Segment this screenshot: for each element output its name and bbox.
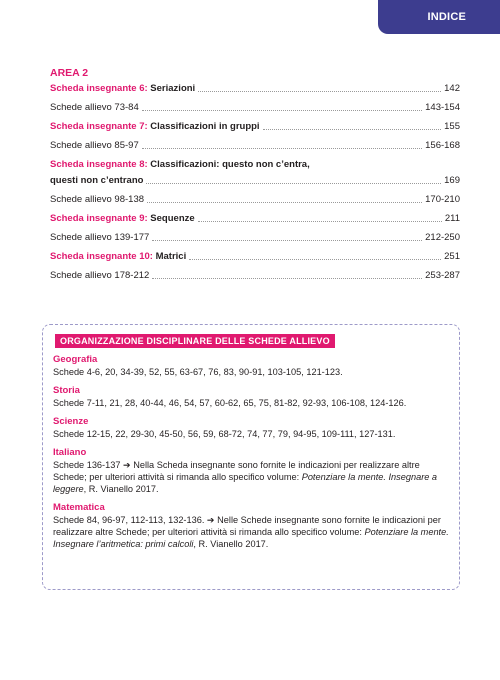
organizzazione-sections [53,354,449,557]
toc-entry[interactable] [50,213,460,225]
toc-title: Classificazioni in gruppi [147,121,260,132]
toc-title: Sequenze [147,213,195,224]
toc-entry[interactable] [50,232,460,244]
table-of-contents [50,78,460,282]
leader-dots [146,183,441,184]
toc-entry[interactable] [50,251,460,263]
toc-student-label: Schede allievo 85-97 [50,140,139,151]
leader-dots [152,240,422,241]
matematica-text-a: Schede 84, 96-97, 112-113, 132-136. ➔ Nelle Schede insegnante sono fornite le indicazioni per realizzare altre Schede; per ulteriori attività si rimanda allo specifico volume: [53,515,441,537]
toc-student-label: Schede allievo 178-212 [50,270,150,281]
toc-page: 212-250 [425,232,460,243]
toc-teacher-label: Scheda insegnante 8: [50,159,148,170]
toc-page: 155 [444,121,460,132]
index-tab-label: INDICE [427,11,466,23]
toc-page: 170-210 [425,194,460,205]
leader-dots [198,221,442,222]
leader-dots [152,278,422,279]
toc-page: 142 [444,83,460,94]
italiano-text-a: Schede 136-137 ➔ Nella Scheda insegnante sono fornite le indicazioni per realizzare altre Schede; per ulteriori attività si rimanda allo specifico volume: [53,460,420,482]
subject-section [53,385,449,409]
toc-entry[interactable] [50,140,460,152]
toc-entry[interactable] [50,121,460,133]
subject-heading: Matematica [53,502,105,513]
toc-title: Seriazioni [147,83,196,94]
leader-dots [189,259,441,260]
toc-entry[interactable] [50,102,460,114]
area-title: AREA 2 [50,67,89,79]
leader-dots [142,110,422,111]
leader-dots [147,202,422,203]
toc-page: 251 [444,251,460,262]
index-tab [378,0,500,34]
subject-text: Schede 4-6, 20, 34-39, 52, 55, 63-67, 76, 83, 90-91, 103-105, 121-123. [53,367,343,377]
toc-title: Matrici [152,251,187,262]
toc-student-label: Schede allievo 73-84 [50,102,139,113]
toc-teacher-label: Scheda insegnante 6: [50,83,148,94]
toc-teacher-label: Scheda insegnante 7: [50,121,148,132]
toc-page: 169 [444,175,460,186]
subject-heading: Scienze [53,416,89,427]
toc-student-label: Schede allievo 98-138 [50,194,145,205]
toc-title-line2: questi non c’entrano [50,175,144,186]
subject-section-matematica [53,502,449,550]
italiano-book-title: Potenziare la mente. Insegnare a leggere [53,472,438,494]
toc-teacher-label: Scheda insegnante 10: [50,251,153,262]
toc-page: 143-154 [425,102,460,113]
subject-section [53,416,449,440]
subject-heading: Italiano [53,447,87,458]
toc-page: 156-168 [425,140,460,151]
subject-heading: Geografia [53,354,98,365]
toc-entry[interactable] [50,270,460,282]
subject-heading: Storia [53,385,80,396]
subject-text [53,514,449,550]
toc-student-label: Schede allievo 139-177 [50,232,150,243]
toc-entry[interactable] [50,194,460,206]
toc-page: 211 [444,213,460,224]
matematica-text-b: , R. Vianello 2017. [193,539,269,549]
toc-page: 253-287 [425,270,460,281]
leader-dots [142,148,422,149]
italiano-text-b: , R. Vianello 2017. [83,484,159,494]
toc-title: Classificazioni: questo non c’entra, [147,159,310,170]
subject-text: Schede 7-11, 21, 28, 40-44, 46, 54, 57, 60-62, 65, 75, 81-82, 92-93, 106-108, 124-126. [53,398,407,408]
leader-dots [198,91,441,92]
subject-section-italiano [53,447,449,495]
organizzazione-title: ORGANIZZAZIONE DISCIPLINARE DELLE SCHEDE ALLIEVO [55,334,335,348]
leader-dots [263,129,442,130]
subject-section [53,354,449,378]
subject-text: Schede 12-15, 22, 29-30, 45-50, 56, 59, 68-72, 74, 77, 79, 94-95, 109-111, 127-131. [53,429,396,439]
toc-teacher-label: Scheda insegnante 9: [50,213,148,224]
subject-text [53,459,449,495]
toc-entry[interactable] [50,83,460,95]
toc-entry[interactable] [50,159,460,187]
matematica-book-title: Potenziare la mente. Insegnare l’aritmetica: primi calcoli [53,527,449,549]
